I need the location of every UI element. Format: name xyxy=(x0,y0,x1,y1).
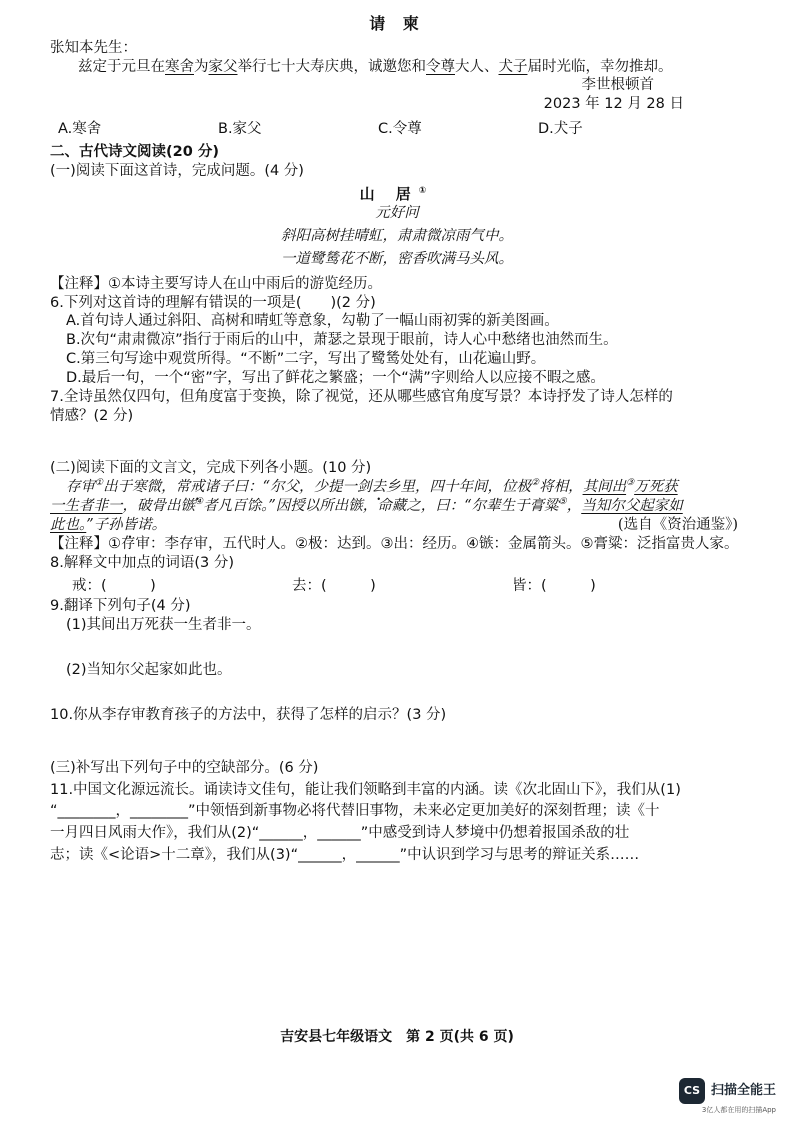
note-mark: ① xyxy=(418,185,435,196)
underlined-sentence: 此也。 xyxy=(50,517,87,534)
classical-text-line-2 xyxy=(50,497,744,516)
dotted-word: 去 xyxy=(371,479,386,496)
dotted-word: 戒 xyxy=(190,479,205,496)
part2-heading: (二)阅读下面的文言文，完成下列各小题。(10 分) xyxy=(50,460,372,477)
text: 出于寒微，常 xyxy=(103,479,191,496)
underlined-word: 犬子 xyxy=(498,58,528,75)
body-text: 为 xyxy=(194,58,209,75)
q6-option-b: B.次句“肃肃微凉”指行于雨后的山中，萧瑟之景现于眼前，诗人心中愁绪也油然而生。 xyxy=(66,332,618,349)
question-7-line-1: 7.全诗虽然仅四句，但角度富于变换，除了视觉，还从哪些感官角度写景？本诗抒发了诗人怎样的 xyxy=(50,388,673,405)
invitation-signature: 李世根顿首 xyxy=(581,77,654,94)
blank-jie2[interactable]: 皆：( ) xyxy=(512,577,596,594)
classical-text-line-3 xyxy=(50,516,744,535)
text: 将相， xyxy=(539,479,583,496)
text: ， xyxy=(566,498,582,515)
note-mark: ② xyxy=(531,478,540,489)
question-7-line-2: 情感？(2 分) xyxy=(50,407,134,424)
body-text: 兹定于元旦在 xyxy=(78,58,165,75)
note-mark: ⑤ xyxy=(558,497,567,508)
q6-option-d: D.最后一句，一个“密”字，写出了鲜花之繁盛；一个“满”字则给人以应接不暇之感。 xyxy=(66,369,605,386)
part3-heading: (三)补写出下列句子中的空缺部分。(6 分) xyxy=(50,759,319,776)
text: ，破骨出镞 xyxy=(122,498,195,515)
page-footer: 吉安县七年级语文 第 2 页(共 6 页) xyxy=(280,1029,514,1045)
question-6: 6.下列对这首诗的理解有错误的一项是( )(2 分) xyxy=(50,294,376,311)
scanner-tagline: 3亿人都在用的扫描App xyxy=(701,1106,776,1114)
source: (选自《资治通鉴》) xyxy=(617,517,738,534)
option-a: A.寒舍 xyxy=(58,121,102,138)
blank-jie[interactable]: 戒：( ) xyxy=(72,577,156,594)
q6-option-a: A.首句诗人通过斜阳、高树和晴虹等意象，勾勒了一幅山雨初霁的新美图画。 xyxy=(66,313,559,330)
note-mark: ③ xyxy=(626,478,635,489)
body-text: 举行七十大寿庆典，诚邀您和 xyxy=(237,58,426,75)
text: 存审 xyxy=(66,479,95,496)
section2-heading: 二、古代诗文阅读(20 分) xyxy=(50,144,219,161)
answer-space xyxy=(50,425,744,459)
poem-note: 【注释】①本诗主要写诗人在山中雨后的游览经历。 xyxy=(50,275,382,292)
text: 乡里，四十年间，位极 xyxy=(386,479,531,496)
option-b: B.家父 xyxy=(218,121,262,138)
part1-heading: (一)阅读下面这首诗，完成问题。(4 分) xyxy=(50,162,304,179)
scanner-name: 扫描全能王 xyxy=(710,1082,776,1098)
scanner-watermark xyxy=(679,1078,776,1104)
question-9: 9.翻译下列句子(4 分) xyxy=(50,598,191,615)
answer-space xyxy=(50,725,744,759)
invitation-body xyxy=(50,58,744,77)
underlined-word: 寒舍 xyxy=(165,58,194,75)
question-11-line-4: 志；读《<论语>十二章》，我们从(3)“______，______”中认识到学习与思考的辩证关系…… xyxy=(50,847,640,864)
text: 诺。 xyxy=(137,517,167,534)
dotted-word: 皆 xyxy=(122,517,138,534)
underlined-word: 令尊 xyxy=(426,58,455,75)
underlined-sentence: 一生者非一 xyxy=(50,498,123,515)
question-11-line-3: 一月四日风雨大作》，我们从(2)“______，______”中感受到诗人梦境中仍想着报国杀敌的壮 xyxy=(50,825,630,842)
question-8: 8.解释文中加点的词语(3 分) xyxy=(50,554,234,571)
q5-options xyxy=(58,120,744,139)
poem-line-2: 一道鹭鸶花不断，密香吹满马头风。 xyxy=(281,250,513,267)
blank-qu[interactable]: 去：( ) xyxy=(292,577,376,594)
note-mark: ④ xyxy=(195,497,204,508)
question-9-1: (1)其间出万死获一生者非一。 xyxy=(66,617,261,634)
text: ”子孙 xyxy=(86,517,123,534)
poem-line-1: 斜阳高树挂晴虹，肃肃微凉雨气中。 xyxy=(281,228,513,245)
invitation-salutation: 张知本先生： xyxy=(50,39,137,56)
option-d: D.犬子 xyxy=(538,121,583,138)
answer-space xyxy=(50,635,744,661)
question-11-line-1: 11.中国文化源远流长。诵读诗文佳句，能让我们领略到丰富的内涵。读《次北固山下》，我们从(1) xyxy=(50,781,681,798)
exam-page xyxy=(50,14,744,865)
option-c: C.令尊 xyxy=(378,121,422,138)
poem-title xyxy=(50,185,744,205)
note-mark: ① xyxy=(95,478,104,489)
poem-title-text: 山 居 xyxy=(359,184,419,203)
answer-space xyxy=(50,680,744,706)
question-11-line-2: “________，________”中领悟到新事物必将代替旧事物，未来必定更加美好的深刻哲理；读《十 xyxy=(50,803,660,820)
scanner-logo-icon: CS xyxy=(679,1078,705,1104)
invitation-date: 2023 年 12 月 28 日 xyxy=(543,96,684,113)
question-10: 10.你从李存审教育孩子的方法中，获得了怎样的启示？(3 分) xyxy=(50,706,447,723)
classical-text-line-1 xyxy=(50,478,744,497)
underlined-sentence: 其间出 xyxy=(582,479,627,496)
q8-blanks xyxy=(72,577,744,596)
body-text: 届时光临，幸勿推却。 xyxy=(527,58,673,75)
underlined-sentence: 当知尔父起家如 xyxy=(581,498,683,515)
poem-author: 元好问 xyxy=(375,205,419,222)
invitation-title: 请 柬 xyxy=(369,14,425,33)
underlined-sentence: 万死获 xyxy=(634,479,678,496)
body-text: 大人、 xyxy=(455,58,499,75)
q6-option-c: C.第三句写途中观赏所得。“不断”二字，写出了鹭鸶处处有，山花遍山野。 xyxy=(66,351,546,368)
question-9-2: (2)当知尔父起家如此也。 xyxy=(66,662,232,679)
underlined-word: 家父 xyxy=(208,58,238,75)
text: 诸子曰：“尔父，少提一剑 xyxy=(204,479,372,496)
classical-note: 【注释】①存审：李存审，五代时人。②极：达到。③出：经历。④镞：金属箭头。⑤膏粱：泛指富贵人家。 xyxy=(50,535,739,552)
text: 者凡百馀。”因授以所出镞，命藏之，曰：“尔辈生于膏粱 xyxy=(203,498,559,515)
